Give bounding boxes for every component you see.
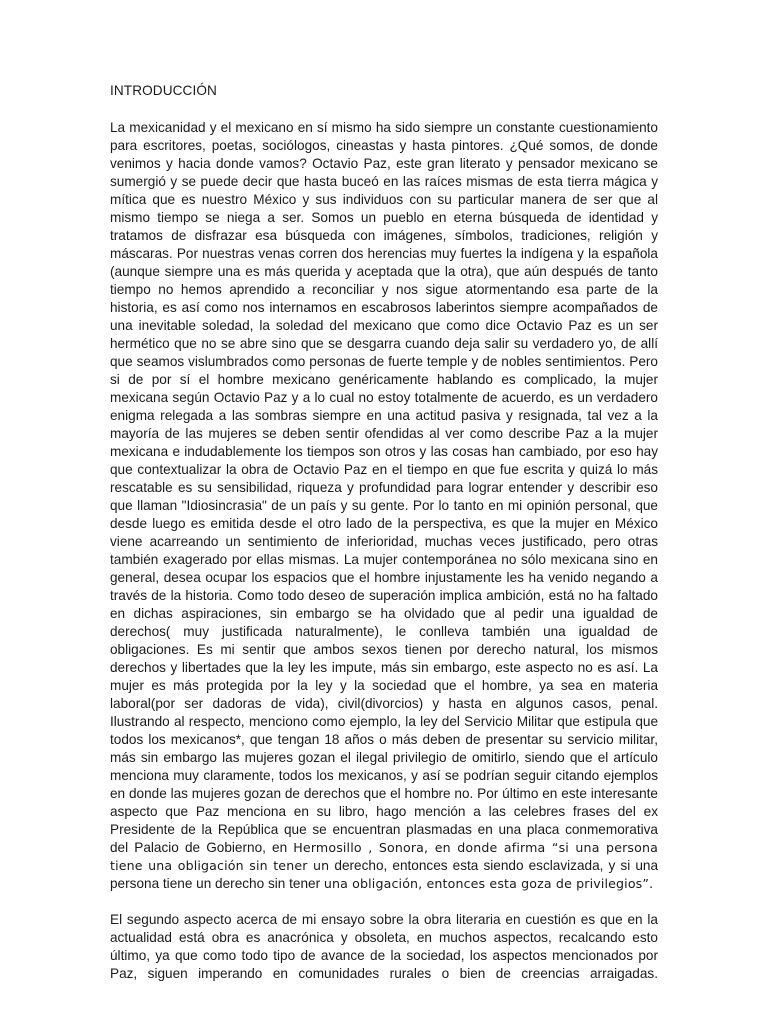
paragraph-introduction-quote-middle: derecho, entonces esta siendo esclavizada, y si una persona tiene un derecho sin tener: [110, 858, 659, 891]
paragraph-introduction-main: La mexicanidad y el mexicano en sí mismo ha sido siempre un constante cuestionamiento para escritores, poetas, sociólogos, cineastas y hasta pintores. ¿Qué somos, de donde venimos y hacia donde vamos? Octavio Paz, este gran literato y pensador mexicano se sumergió y se puede decir que hasta buceó en las raíces mismas de esta tierra mágica y mítica que es nuestro México y sus individuos con su particular manera de ser que al mismo tiempo se niega a ser. Somos un pueblo en eterna búsqueda de identidad y tratamos de disfrazar esa búsqueda con imágenes, símbolos, tradiciones, religión y máscaras. Por nuestras venas corren dos herencias muy fuertes la indígena y la española (aunque siempre una es más querida y aceptada que la otra), que aún después de tanto tiempo no hemos aprendido a reconciliar y nos sigue atormentando esa parte de la historia, es así como nos internamos en escabrosos laberintos siempre acompañados de una inevitable soledad, la soledad del mexicano que como dice Octavio Paz es un ser hermético que no se abre sino que se desgarra cuando deja salir su verdadero yo, de allí que seamos vislumbrados como personas de fuerte temple y de nobles sentimientos. Pero si de por sí el hombre mexicano genéricamente hablando es complicado, la mujer mexicana según Octavio Paz y a lo cual no estoy totalmente de acuerdo, es un verdadero enigma relegada a las sombras siempre en una actitud pasiva y resignada, tal vez a la mayoría de las mujeres se deben sentir ofendidas al ver como describe Paz a la mujer mexicana e indudablemente los tiempos son otros y las cosas han cambiado, por eso hay que contextualizar la obra de Octavio Paz en el tiempo en que fue escrita y quizá lo más rescatable es su sensibilidad, riqueza y profundidad para lograr entender y describir eso que llaman "Idiosincrasia" de un país y su gente. Por lo tanto en mi opinión personal, que desde luego es emitida desde el otro lado de la perspectiva, es que la mujer en México viene acarreando un sentimiento de inferioridad, muchas veces justificado, pero otras también exagerado por ellas mismas. La mujer contemporánea no sólo mexicana sino en general, desea ocupar los espacios que el hombre injustamente les ha venido negando a través de la historia. Como todo deseo de superación implica ambición, está no ha faltado en dichas aspiraciones, sin embargo se ha olvidado que al pedir una igualdad de derechos( muy justificada naturalmente), le conlleva también una igualdad de obligaciones. Es mi sentir que ambos sexos tienen por derecho natural, los mismos derechos y libertades que la ley les impute, más sin embargo, este aspecto no es así. La mujer es más protegida por la ley y la sociedad que el hombre, ya sea en materia laboral(por ser dadoras de vida), civil(divorcios) y hasta en algunos casos, penal. Ilustrando al respecto, menciono como ejemplo, la ley del Servicio Militar que estipula que todos los mexicanos*, que tengan 18 años o más deben de presentar su servicio militar, más sin embargo las mujeres gozan el ilegal privilegio de omitirlo, siendo que el artículo menciona muy claramente, todos los mexicanos, y así se podrían seguir citando ejemplos en donde las mujeres gozan de derechos que el hombre no. Por último en este interesante aspecto que Paz menciona en su libro, hago mención a las celebres frases del ex Presidente de la República que se encuentran plasmadas en una placa conmemorativa del Palacio de Gobierno, en: [110, 120, 658, 855]
paragraph-introduction: [110, 119, 658, 893]
paragraph-introduction-quote-end: una obligación, entonces esta goza de privilegios”.: [323, 876, 654, 891]
document-title: INTRODUCCIÓN: [110, 83, 217, 98]
paragraph-second-aspect: El segundo aspecto acerca de mi ensayo sobre la obra literaria en cuestión es que en la actualidad está obra es anacrónica y obsoleta, en muchos aspectos, recalcando esto último, ya que como todo tipo de avance de la sociedad, los aspectos mencionados por Paz, siguen imperando en comunidades rurales o bien de creencias arraigadas.: [110, 912, 658, 981]
document-body: [110, 82, 658, 983]
paragraph-introduction-quote-start: Hermosillo , Sonora, en donde afirma “si una persona tiene una obligación sin tener un: [110, 840, 658, 873]
